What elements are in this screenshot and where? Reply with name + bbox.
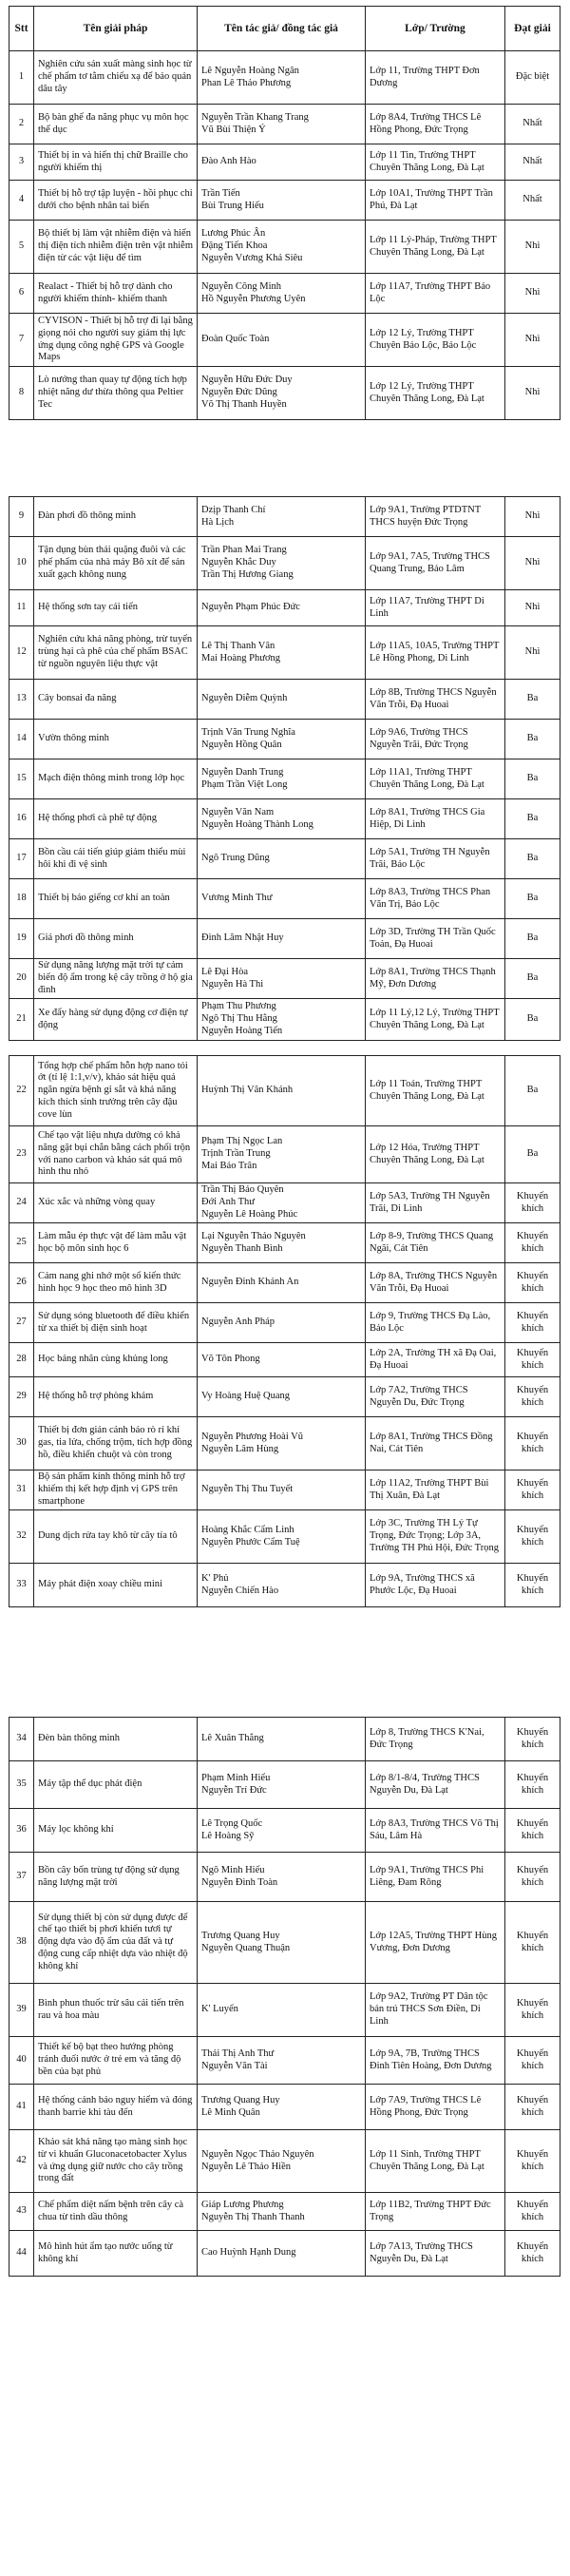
cell-stt: 6 [10,274,34,314]
cell-solution: Bình phun thuốc trừ sâu cải tiến trên rau và hoa màu [34,1984,198,2037]
cell-solution: Chế tạo vật liệu nhựa dường có khả năng gặt bụi chắn bằng cách phối trộn với nano carbon và khảo sát quá mô hình thu nhỏ [34,1126,198,1183]
cell-solution: Sử dụng thiết bị còn sử dụng được để chế tạo thiết bị phơi khiến tươi tự động dựa vào độ ẩm của đất và tự động cung cấp nhiệt dựa vào nhiệt độ không khí [34,1902,198,1984]
cell-school: Lớp 8B, Trường THCS Nguyễn Văn Trỗi, Đạ Huoai [366,680,505,720]
cell-solution: Lò nướng than quay tự động tích hợp nhiệt năng dư thừa thông qua Peltier Tec [34,367,198,420]
cell-author: Dzịp Thanh Chí Hà Lịch [198,497,366,537]
cell-solution: Bộ bàn ghế đa năng phục vụ môn học thể dục [34,105,198,144]
cell-school: Lớp 8A3, Trường THCS Phan Văn Trị, Bảo Lộc [366,879,505,919]
table-row [10,879,560,919]
cell-school: Lớp 11 Lý-Pháp, Trường THPT Chuyên Thăng Long, Đà Lạt [366,221,505,274]
cell-prize: Khuyến khích [505,1223,560,1263]
table-row [10,1564,560,1607]
cell-prize: Khuyến khích [505,2085,560,2130]
table-row [10,1056,560,1126]
cell-stt: 3 [10,144,34,181]
table-row [10,537,560,590]
cell-stt: 8 [10,367,34,420]
awards-table-part-1 [9,6,560,420]
cell-stt: 22 [10,1056,34,1126]
table-row [10,2231,560,2277]
cell-prize: Nhì [505,626,560,680]
cell-stt: 43 [10,2193,34,2231]
cell-stt: 1 [10,51,34,105]
cell-author: Nguyễn Thị Thu Tuyết [198,1471,366,1510]
table-row [10,590,560,626]
cell-stt: 25 [10,1223,34,1263]
cell-stt: 32 [10,1510,34,1564]
cell-author: Lê Đại Hòa Nguyễn Hà Thi [198,959,366,999]
cell-stt: 5 [10,221,34,274]
table-row [10,959,560,999]
cell-prize: Ba [505,879,560,919]
cell-author: Trịnh Văn Trung Nghĩa Nguyễn Hồng Quân [198,720,366,759]
cell-school: Lớp 12 Hóa, Trường THPT Chuyên Thăng Long, Đà Lạt [366,1126,505,1183]
table-row [10,221,560,274]
cell-solution: Mạch điện thông minh trong lớp học [34,759,198,799]
cell-solution: Nghiên cứu khả năng phòng, trừ tuyến trùng hại cà phê của chế phẩm BSAC từ nguồn nguyên liệu thực vật [34,626,198,680]
cell-stt: 39 [10,1984,34,2037]
cell-stt: 4 [10,181,34,221]
cell-stt: 20 [10,959,34,999]
cell-solution: Cây bonsai đa năng [34,680,198,720]
cell-solution: Tận dụng bùn thải quặng đuôi và các phế phẩm của nhà máy Bô xít để sản xuất gạch không nung [34,537,198,590]
cell-author: Nguyễn Phạm Phúc Đức [198,590,366,626]
cell-solution: Sử dụng sóng bluetooth để điều khiển từ xa thiết bị điện sinh hoạt [34,1303,198,1343]
table-row [10,1853,560,1902]
cell-author: Vy Hoàng Huệ Quang [198,1377,366,1417]
cell-school: Lớp 11 Tin, Trường THPT Chuyên Thăng Long, Đà Lạt [366,144,505,181]
table-row [10,1984,560,2037]
cell-school: Lớp 11 Lý,12 Lý, Trường THPT Chuyên Thăng Long, Đà Lạt [366,999,505,1041]
cell-stt: 15 [10,759,34,799]
table-row [10,314,560,367]
cell-prize: Nhì [505,221,560,274]
cell-prize: Khuyến khích [505,1809,560,1853]
table-row [10,51,560,105]
cell-prize: Ba [505,799,560,839]
table-header-row [10,7,560,51]
table-row [10,1343,560,1377]
cell-solution: Hệ thống hỗ trợ phòng khám [34,1377,198,1417]
cell-prize: Ba [505,919,560,959]
cell-author: Giáp Lương Phương Nguyễn Thị Thanh Thanh [198,2193,366,2231]
header-school: Lớp/ Trường [366,7,505,51]
cell-prize: Khuyến khích [505,1902,560,1984]
cell-school: Lớp 7A9, Trường THCS Lê Hồng Phong, Đức Trọng [366,2085,505,2130]
table-row [10,839,560,879]
cell-prize: Khuyến khích [505,1263,560,1303]
table-row [10,497,560,537]
cell-stt: 23 [10,1126,34,1183]
table-row [10,1303,560,1343]
cell-stt: 29 [10,1377,34,1417]
cell-prize: Khuyến khích [505,1471,560,1510]
cell-author: Nguyễn Diễm Quỳnh [198,680,366,720]
table-row [10,999,560,1041]
cell-author: Trần Thị Bảo Quyên Đới Anh Thư Nguyễn Lê Hoàng Phúc [198,1183,366,1223]
cell-solution: Thiết bị in và hiển thị chữ Braille cho người khiếm thị [34,144,198,181]
cell-solution: Bồn cầu cải tiến giúp giảm thiểu mùi hôi khi đi vệ sinh [34,839,198,879]
cell-author: Đoàn Quốc Toàn [198,314,366,367]
header-author: Tên tác giả/ đồng tác giả [198,7,366,51]
cell-solution: Bồn cây bốn trùng tự động sử dụng năng lượng mặt trời [34,1853,198,1902]
header-solution: Tên giải pháp [34,7,198,51]
cell-author: Lê Xuân Thắng [198,1718,366,1761]
cell-prize: Khuyến khích [505,1853,560,1902]
cell-solution: Khảo sát khả năng tạo màng sinh học từ vi khuẩn Gluconacetobacter Xylus và ứng dụng giữ nước cho cây trồng trong đất [34,2130,198,2193]
cell-solution: Giá phơi đồ thông minh [34,919,198,959]
cell-author: Lê Thị Thanh Vân Mai Hoàng Phương [198,626,366,680]
cell-author: Nguyễn Ngọc Thảo Nguyên Nguyễn Lê Thảo Hiền [198,2130,366,2193]
cell-school: Lớp 10A1, Trường THPT Trần Phú, Đà Lạt [366,181,505,221]
cell-author: Nguyễn Danh Trung Phạm Trần Việt Long [198,759,366,799]
table-row [10,1417,560,1471]
cell-prize: Nhất [505,144,560,181]
cell-prize: Nhất [505,105,560,144]
cell-solution: Máy lọc không khí [34,1809,198,1853]
cell-school: Lớp 9A, 7B, Trường THCS Đinh Tiên Hoàng, Đơn Dương [366,2037,505,2085]
cell-author: Phạm Thu Phương Ngô Thị Thu Hằng Nguyễn Hoàng Tiến [198,999,366,1041]
cell-school: Lớp 11A2, Trường THPT Bùi Thị Xuân, Đà Lạt [366,1471,505,1510]
table-row [10,1809,560,1853]
cell-school: Lớp 11 Toán, Trường THPT Chuyên Thăng Long, Đà Lạt [366,1056,505,1126]
cell-author: Thái Thị Anh Thư Nguyễn Văn Tài [198,2037,366,2085]
table-segment-1 [9,6,560,420]
cell-school: Lớp 8A3, Trường THCS Võ Thị Sáu, Lâm Hà [366,1809,505,1853]
cell-stt: 10 [10,537,34,590]
header-prize: Đạt giải [505,7,560,51]
cell-author: Vương Minh Thư [198,879,366,919]
cell-stt: 19 [10,919,34,959]
cell-school: Lớp 9A6, Trường THCS Nguyễn Trãi, Đức Trọng [366,720,505,759]
table-row [10,2193,560,2231]
cell-stt: 17 [10,839,34,879]
cell-solution: Hệ thống cảnh báo nguy hiểm và đóng thanh barrie khi tàu đến [34,2085,198,2130]
table-row [10,919,560,959]
cell-school: Lớp 12 Lý, Trường THPT Chuyên Thăng Long, Đà Lạt [366,367,505,420]
cell-prize: Ba [505,999,560,1041]
cell-prize: Khuyến khích [505,2193,560,2231]
cell-stt: 11 [10,590,34,626]
cell-prize: Khuyến khích [505,1718,560,1761]
cell-stt: 26 [10,1263,34,1303]
table-row [10,1471,560,1510]
cell-author: Nguyễn Hữu Đức Duy Nguyễn Đức Dũng Võ Thị Thanh Huyền [198,367,366,420]
cell-prize: Đặc biệt [505,51,560,105]
cell-author: Trương Quang Huy Nguyễn Quang Thuận [198,1902,366,1984]
cell-stt: 28 [10,1343,34,1377]
cell-prize: Khuyến khích [505,1984,560,2037]
table-segment-2 [9,496,560,1041]
cell-school: Lớp 8/1-8/4, Trường THCS Nguyễn Du, Đà Lạt [366,1761,505,1809]
cell-author: Đào Anh Hào [198,144,366,181]
cell-solution: Realact - Thiết bị hỗ trợ dành cho người khiếm thính- khiếm thanh [34,274,198,314]
cell-solution: Hệ thống sơn tay cái tiến [34,590,198,626]
cell-author: Ngô Trung Dũng [198,839,366,879]
cell-prize: Ba [505,1056,560,1126]
table-row [10,1718,560,1761]
cell-stt: 14 [10,720,34,759]
cell-prize: Ba [505,959,560,999]
cell-stt: 9 [10,497,34,537]
table-row [10,626,560,680]
cell-prize: Khuyến khích [505,1303,560,1343]
cell-school: Lớp 8A, Trường THCS Nguyễn Văn Trỗi, Đạ Huoai [366,1263,505,1303]
cell-school: Lớp 9A2, Trường PT Dân tộc bán trú THCS Sơn Điền, Di Linh [366,1984,505,2037]
cell-solution: Máy tập thể dục phát điện [34,1761,198,1809]
cell-author: Nguyễn Công Minh Hồ Nguyễn Phương Uyên [198,274,366,314]
cell-solution: Bộ thiết bị làm vật nhiễm điện và hiển thị điện tích nhiễm điện trên vật nhiễm điện từ các vật liệu để tìm [34,221,198,274]
cell-solution: CYVISON - Thiết bị hỗ trợ đi lại bằng giọng nói cho người suy giảm thị lực ứng dụng công nghệ GPS và Google Maps [34,314,198,367]
cell-stt: 24 [10,1183,34,1223]
cell-author: Trương Quang Huy Lê Minh Quân [198,2085,366,2130]
cell-prize: Khuyến khích [505,1377,560,1417]
cell-prize: Ba [505,1126,560,1183]
table-row [10,181,560,221]
cell-stt: 2 [10,105,34,144]
table-row [10,105,560,144]
cell-stt: 37 [10,1853,34,1902]
cell-prize: Khuyến khích [505,1183,560,1223]
cell-school: Lớp 11A7, Trường THPT Di Linh [366,590,505,626]
awards-table-part-3 [9,1055,560,1607]
cell-stt: 41 [10,2085,34,2130]
cell-author: Cao Huỳnh Hạnh Dung [198,2231,366,2277]
cell-stt: 42 [10,2130,34,2193]
table-row [10,274,560,314]
cell-author: Nguyễn Văn Nam Nguyễn Hoàng Thành Long [198,799,366,839]
cell-stt: 30 [10,1417,34,1471]
cell-author: Ngô Minh Hiếu Nguyễn Đình Toàn [198,1853,366,1902]
cell-school: Lớp 11A1, Trường THPT Chuyên Thăng Long, Đà Lạt [366,759,505,799]
table-row [10,1183,560,1223]
cell-author: Nguyễn Phương Hoài Vũ Nguyễn Lâm Hùng [198,1417,366,1471]
cell-school: Lớp 3C, Trường TH Lý Tự Trọng, Đức Trọng; Lớp 3A, Trường TH Phú Hội, Đức Trọng [366,1510,505,1564]
cell-author: Trần Phan Mai Trang Nguyễn Khắc Duy Trần Thị Hương Giang [198,537,366,590]
cell-solution: Thiết kế bộ bạt theo hướng phòng tránh đuối nước ở trẻ em và tăng độ bền của bạt phủ [34,2037,198,2085]
cell-author: Đinh Lâm Nhật Huy [198,919,366,959]
cell-stt: 21 [10,999,34,1041]
cell-solution: Chế phẩm diệt nấm bệnh trên cây cà chua từ tinh dầu thông [34,2193,198,2231]
cell-prize: Khuyến khích [505,1417,560,1471]
cell-stt: 36 [10,1809,34,1853]
cell-school: Lớp 11A7, Trường THPT Bảo Lộc [366,274,505,314]
cell-author: Lê Nguyễn Hoàng Ngân Phan Lê Thảo Phương [198,51,366,105]
cell-school: Lớp 11 Sinh, Trường THPT Chuyên Thăng Long, Đà Lạt [366,2130,505,2193]
table-row [10,759,560,799]
cell-author: Trần Tiến Bùi Trung Hiếu [198,181,366,221]
cell-author: Nguyễn Đinh Khánh An [198,1263,366,1303]
cell-solution: Làm mẫu ép thực vật để làm mẫu vật học bộ môn sinh học 6 [34,1223,198,1263]
cell-prize: Khuyến khích [505,1761,560,1809]
cell-stt: 12 [10,626,34,680]
cell-school: Lớp 9A, Trường THCS xã Phước Lộc, Đạ Huoai [366,1564,505,1607]
cell-prize: Nhì [505,314,560,367]
cell-school: Lớp 7A2, Trường THCS Nguyễn Du, Đức Trọng [366,1377,505,1417]
cell-school: Lớp 9A1, Trường PTDTNT THCS huyện Đức Trọng [366,497,505,537]
cell-solution: Dung dịch rửa tay khô từ cây tía tô [34,1510,198,1564]
cell-stt: 33 [10,1564,34,1607]
cell-school: Lớp 9A1, 7A5, Trường THCS Quang Trung, Bảo Lâm [366,537,505,590]
table-row [10,2037,560,2085]
cell-school: Lớp 8-9, Trường THCS Quang Ngãi, Cát Tiên [366,1223,505,1263]
awards-table-part-2 [9,496,560,1041]
cell-prize: Khuyến khích [505,1564,560,1607]
cell-solution: Vườn thông minh [34,720,198,759]
cell-solution: Hệ thống phơi cà phê tự động [34,799,198,839]
cell-school: Lớp 3D, Trường TH Trần Quốc Toản, Đạ Huoai [366,919,505,959]
cell-school: Lớp 8A4, Trường THCS Lê Hồng Phong, Đức Trọng [366,105,505,144]
table-row [10,720,560,759]
cell-author: Lại Nguyễn Thảo Nguyên Nguyễn Thanh Bình [198,1223,366,1263]
cell-prize: Khuyến khích [505,2130,560,2193]
cell-stt: 38 [10,1902,34,1984]
table-row [10,1510,560,1564]
cell-stt: 40 [10,2037,34,2085]
cell-school: Lớp 5A3, Trường TH Nguyễn Trãi, Di Linh [366,1183,505,1223]
cell-school: Lớp 11B2, Trường THPT Đức Trọng [366,2193,505,2231]
table-row [10,680,560,720]
cell-solution: Bộ sản phẩm kính thông minh hỗ trợ khiếm thị kết hợp định vị GPS trên smartphone [34,1471,198,1510]
cell-prize: Nhất [505,181,560,221]
cell-author: Phạm Minh Hiếu Nguyễn Trí Đức [198,1761,366,1809]
table-row [10,2085,560,2130]
cell-solution: Xúc xắc và những vòng quay [34,1183,198,1223]
cell-prize: Ba [505,839,560,879]
cell-school: Lớp 8A1, Trường THCS Gia Hiệp, Di Linh [366,799,505,839]
cell-author: Nguyễn Anh Pháp [198,1303,366,1343]
table-row [10,1263,560,1303]
cell-prize: Khuyến khích [505,1510,560,1564]
cell-prize: Nhì [505,590,560,626]
cell-prize: Khuyến khích [505,2231,560,2277]
cell-author: Huỳnh Thị Vân Khánh [198,1056,366,1126]
cell-school: Lớp 11, Trường THPT Đơn Dương [366,51,505,105]
cell-solution: Thiết bị báo giếng cơ khí an toàn [34,879,198,919]
cell-stt: 34 [10,1718,34,1761]
table-row [10,1223,560,1263]
cell-stt: 44 [10,2231,34,2277]
cell-author: Lương Phúc Ân Đặng Tiến Khoa Nguyễn Vương Khả Siêu [198,221,366,274]
cell-author: Lê Trọng Quốc Lê Hoàng Sỹ [198,1809,366,1853]
cell-stt: 27 [10,1303,34,1343]
cell-solution: Mô hình hút ẩm tạo nước uống từ không khí [34,2231,198,2277]
cell-school: Lớp 7A13, Trường THCS Nguyễn Du, Đà Lạt [366,2231,505,2277]
table-row [10,367,560,420]
table-segment-4 [9,1717,560,2277]
cell-school: Lớp 8A1, Trường THCS Đồng Nai, Cát Tiên [366,1417,505,1471]
cell-school: Lớp 8, Trường THCS K'Nai, Đức Trọng [366,1718,505,1761]
cell-prize: Ba [505,759,560,799]
cell-school: Lớp 9, Trường THCS Đạ Lào, Bảo Lộc [366,1303,505,1343]
cell-school: Lớp 12 Lý, Trường THPT Chuyên Bảo Lộc, Bảo Lộc [366,314,505,367]
cell-solution: Đèn bàn thông minh [34,1718,198,1761]
cell-author: Võ Tôn Phong [198,1343,366,1377]
cell-solution: Học bảng nhân cùng khủng long [34,1343,198,1377]
cell-school: Lớp 8A1, Trường THCS Thạnh Mỹ, Đơn Dương [366,959,505,999]
cell-school: Lớp 2A, Trường TH xã Đạ Oai, Đạ Huoai [366,1343,505,1377]
awards-table-part-4 [9,1717,560,2277]
table-row [10,1126,560,1183]
cell-author: K' Luyến [198,1984,366,2037]
cell-prize: Nhì [505,537,560,590]
cell-prize: Khuyến khích [505,1343,560,1377]
cell-school: Lớp 5A1, Trường TH Nguyễn Trãi, Bảo Lộc [366,839,505,879]
cell-school: Lớp 12A5, Trường THPT Hùng Vương, Đơn Dương [366,1902,505,1984]
table-segment-3 [9,1055,560,1607]
cell-solution: Nghiên cứu sản xuất màng sinh học từ chế phẩm tơ tằm chiếu xạ để bảo quản dâu tây [34,51,198,105]
cell-school: Lớp 11A5, 10A5, Trường THPT Lê Hồng Phong, Di Linh [366,626,505,680]
cell-solution: Thiết bị đơn giản cảnh báo rò rỉ khí gas, tia lửa, chống trộm, tích hợp đồng hồ, điều khiển chuột và còn trong [34,1417,198,1471]
cell-prize: Ba [505,680,560,720]
cell-stt: 7 [10,314,34,367]
table-row [10,1902,560,1984]
cell-author: K' Phủ Nguyễn Chiến Hào [198,1564,366,1607]
cell-prize: Nhì [505,367,560,420]
cell-school: Lớp 9A1, Trường THCS Phi Liêng, Đam Rông [366,1853,505,1902]
cell-stt: 31 [10,1471,34,1510]
table-row [10,1761,560,1809]
table-row [10,1377,560,1417]
table-row [10,144,560,181]
cell-prize: Ba [505,720,560,759]
cell-solution: Cảm nang ghi nhớ một số kiến thức hình học 9 học theo mô hình 3D [34,1263,198,1303]
cell-author: Phạm Thị Ngọc Lan Trịnh Trần Trung Mai Bảo Trân [198,1126,366,1183]
cell-author: Nguyễn Trần Khang Trang Vũ Bùi Thiện Ý [198,105,366,144]
cell-solution: Xe đẩy hàng sử dụng động cơ điện tự động [34,999,198,1041]
cell-solution: Máy phát điện xoay chiều mini [34,1564,198,1607]
header-stt: Stt [10,7,34,51]
cell-solution: Sử dụng năng lượng mặt trời tự cảm biến độ ẩm trong kệ cây trồng ở hộ gia đình [34,959,198,999]
cell-stt: 13 [10,680,34,720]
cell-author: Hoàng Khắc Cẩm Linh Nguyễn Phước Cẩm Tuệ [198,1510,366,1564]
table-row [10,799,560,839]
cell-solution: Thiết bị hỗ trợ tập luyện - hồi phục chi dưới cho bệnh nhân tai biến [34,181,198,221]
table-row [10,2130,560,2193]
cell-stt: 18 [10,879,34,919]
cell-stt: 35 [10,1761,34,1809]
cell-prize: Khuyến khích [505,2037,560,2085]
cell-prize: Nhì [505,274,560,314]
cell-prize: Nhì [505,497,560,537]
cell-solution: Tổng hợp chế phẩm hỗn hợp nano tỏi ớt (tỉ lệ 1:1,v/v), khảo sát hiệu quả ngăn ngừa bệnh gỉ sắt và khả năng kích thích sinh trưởng trên cây đậu cove lùn [34,1056,198,1126]
cell-solution: Đàn phơi đồ thông minh [34,497,198,537]
cell-stt: 16 [10,799,34,839]
